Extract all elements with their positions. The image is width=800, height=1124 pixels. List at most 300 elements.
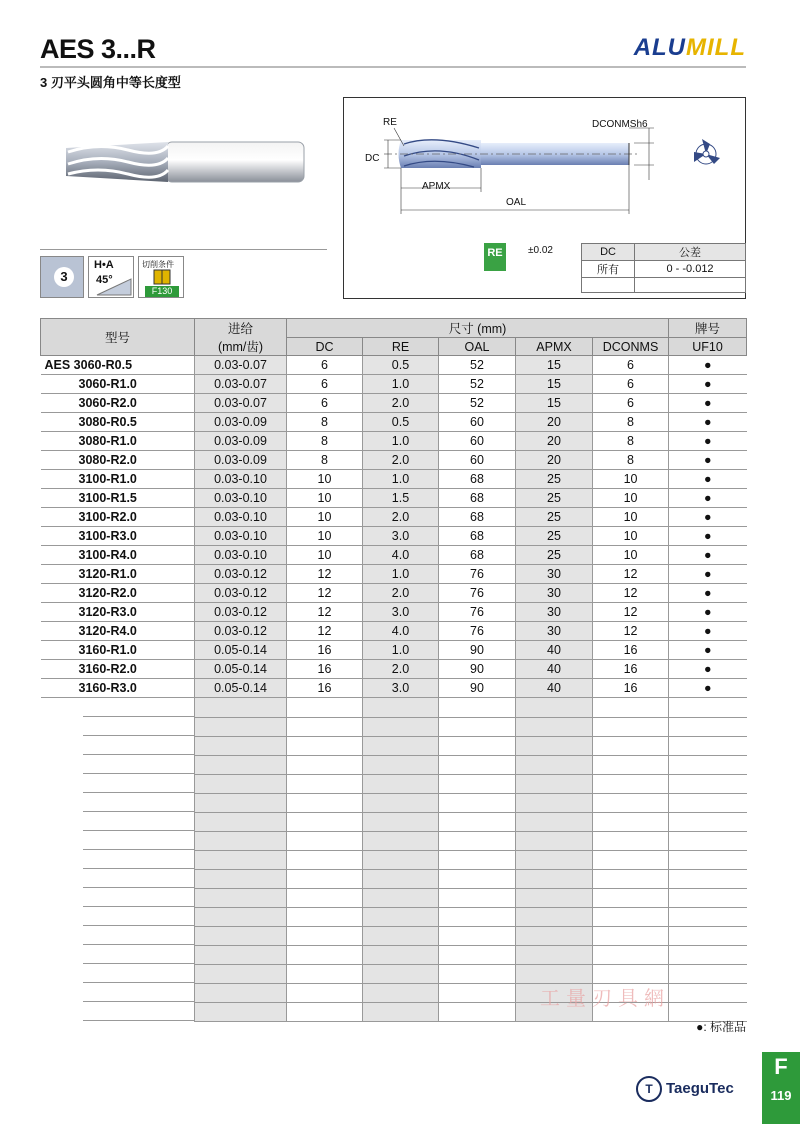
cell-re: 1.0: [363, 641, 439, 660]
company-logo-icon: T: [636, 1076, 662, 1102]
re-tolerance-badge: RE: [484, 243, 506, 271]
empty-cell: [593, 907, 669, 926]
empty-table-row: [41, 755, 747, 774]
empty-cell: [439, 774, 516, 793]
empty-model-cell: [41, 812, 195, 831]
cutting-label: 切削条件: [142, 260, 174, 269]
flute-count-icon: [40, 256, 84, 298]
tol-header-dc: DC: [582, 244, 635, 261]
empty-table-row: [41, 964, 747, 983]
cell-mark: ●: [669, 413, 747, 432]
cell-dconms: 12: [593, 622, 669, 641]
cell-re: 0.5: [363, 356, 439, 375]
cutting-condition-icon: [138, 256, 184, 298]
empty-cell: [439, 926, 516, 945]
empty-table-row: [41, 926, 747, 945]
empty-cell: [669, 869, 747, 888]
cell-apmx: 25: [516, 546, 593, 565]
cell-oal: 76: [439, 584, 516, 603]
cell-mark: ●: [669, 375, 747, 394]
cell-apmx: 30: [516, 565, 593, 584]
empty-cell: [363, 1002, 439, 1021]
label-apmx: APMX: [422, 181, 451, 192]
header-divider: [40, 66, 746, 68]
header-feed: [195, 319, 287, 356]
empty-cell: [516, 717, 593, 736]
cell-dc: 10: [287, 489, 363, 508]
cell-mark: ●: [669, 356, 747, 375]
cell-apmx: 25: [516, 527, 593, 546]
cell-dconms: 8: [593, 413, 669, 432]
empty-cell: [593, 850, 669, 869]
cell-dc: 12: [287, 622, 363, 641]
empty-cell: [195, 755, 287, 774]
empty-cell: [363, 983, 439, 1002]
table-row: [41, 565, 747, 584]
cell-apmx: 40: [516, 641, 593, 660]
empty-cell: [287, 907, 363, 926]
empty-cell: [287, 1002, 363, 1021]
cell-oal: 68: [439, 489, 516, 508]
cell-dconms: 6: [593, 394, 669, 413]
cell-oal: 90: [439, 679, 516, 698]
empty-cell: [195, 964, 287, 983]
empty-cell: [669, 907, 747, 926]
empty-cell: [593, 888, 669, 907]
cell-mark: ●: [669, 584, 747, 603]
cell-apmx: 40: [516, 660, 593, 679]
company-name: TaeguTec: [666, 1079, 734, 1097]
cell-feed: 0.03-0.12: [195, 622, 287, 641]
empty-table-row: [41, 812, 747, 831]
brand-logo: [634, 34, 746, 62]
cell-dconms: 16: [593, 679, 669, 698]
empty-cell: [363, 907, 439, 926]
cell-dconms: 6: [593, 375, 669, 394]
empty-cell: [363, 926, 439, 945]
empty-cell: [287, 850, 363, 869]
table-row: [41, 679, 747, 698]
empty-cell: [516, 964, 593, 983]
empty-cell: [287, 793, 363, 812]
empty-cell: [516, 793, 593, 812]
cell-re: 3.0: [363, 679, 439, 698]
empty-cell: [287, 736, 363, 755]
cell-re: 3.0: [363, 603, 439, 622]
cell-feed: 0.03-0.12: [195, 565, 287, 584]
cell-re: 2.0: [363, 660, 439, 679]
cell-oal: 52: [439, 394, 516, 413]
page-subtitle: 3 刃平头圆角中等长度型: [40, 75, 181, 90]
cell-oal: 68: [439, 470, 516, 489]
empty-cell: [195, 736, 287, 755]
empty-cell: [439, 850, 516, 869]
empty-cell: [287, 983, 363, 1002]
cell-apmx: 25: [516, 470, 593, 489]
cell-apmx: 20: [516, 413, 593, 432]
cell-dc: 12: [287, 584, 363, 603]
cell-dconms: 6: [593, 356, 669, 375]
empty-cell: [363, 736, 439, 755]
empty-cell: [195, 831, 287, 850]
empty-cell: [593, 945, 669, 964]
empty-cell: [195, 1002, 287, 1021]
empty-cell: [195, 793, 287, 812]
end-view-icon: [694, 139, 720, 164]
watermark-text: 工量刃具網: [540, 988, 670, 1010]
cell-feed: 0.03-0.07: [195, 356, 287, 375]
empty-cell: [516, 850, 593, 869]
cell-feed: 0.03-0.10: [195, 546, 287, 565]
table-row: [41, 527, 747, 546]
cell-oal: 60: [439, 413, 516, 432]
table-row: [41, 451, 747, 470]
cell-model: 3080-R0.5: [41, 413, 195, 432]
empty-cell: [439, 736, 516, 755]
cell-dc: 10: [287, 508, 363, 527]
cell-apmx: 25: [516, 489, 593, 508]
empty-cell: [195, 717, 287, 736]
empty-cell: [669, 736, 747, 755]
cell-mark: ●: [669, 679, 747, 698]
table-row: [41, 413, 747, 432]
brand-part-2: MILL: [686, 34, 746, 61]
empty-cell: [516, 774, 593, 793]
empty-table-row: [41, 888, 747, 907]
cell-mark: ●: [669, 565, 747, 584]
cell-model: 3160-R3.0: [41, 679, 195, 698]
cell-mark: ●: [669, 641, 747, 660]
header-feed-label: 进给: [227, 322, 253, 336]
cell-apmx: 20: [516, 432, 593, 451]
cell-dc: 16: [287, 660, 363, 679]
empty-cell: [195, 869, 287, 888]
cell-oal: 52: [439, 375, 516, 394]
empty-cell: [363, 812, 439, 831]
empty-model-cell: [41, 698, 195, 718]
empty-table-row: [41, 945, 747, 964]
empty-cell: [363, 793, 439, 812]
empty-cell: [669, 831, 747, 850]
section-letter: F: [774, 1054, 788, 1079]
cell-model: 3100-R4.0: [41, 546, 195, 565]
empty-cell: [439, 888, 516, 907]
empty-cell: [195, 888, 287, 907]
cell-re: 1.0: [363, 565, 439, 584]
cell-oal: 76: [439, 565, 516, 584]
cell-re: 1.0: [363, 470, 439, 489]
empty-cell: [195, 698, 287, 718]
empty-cell: [287, 831, 363, 850]
cell-dconms: 10: [593, 546, 669, 565]
cell-oal: 68: [439, 527, 516, 546]
empty-cell: [195, 850, 287, 869]
cell-dc: 10: [287, 546, 363, 565]
cell-mark: ●: [669, 489, 747, 508]
cell-oal: 68: [439, 546, 516, 565]
cell-dc: 12: [287, 603, 363, 622]
table-row: [41, 584, 747, 603]
header-apmx: APMX: [516, 338, 593, 356]
cell-oal: 76: [439, 622, 516, 641]
cell-apmx: 30: [516, 622, 593, 641]
product-table: [40, 318, 747, 1022]
cell-feed: 0.03-0.10: [195, 527, 287, 546]
cell-feed: 0.03-0.10: [195, 470, 287, 489]
cell-model: 3100-R3.0: [41, 527, 195, 546]
cell-model: 3160-R1.0: [41, 641, 195, 660]
cell-dc: 8: [287, 413, 363, 432]
empty-cell: [287, 774, 363, 793]
label-re: RE: [383, 117, 397, 128]
empty-cell: [195, 945, 287, 964]
cell-dconms: 10: [593, 508, 669, 527]
empty-cell: [593, 869, 669, 888]
cell-mark: ●: [669, 603, 747, 622]
header-dconms: DCONMS: [593, 338, 669, 356]
table-row: [41, 375, 747, 394]
cell-model: 3160-R2.0: [41, 660, 195, 679]
empty-model-cell: [41, 736, 195, 755]
table-row: [41, 546, 747, 565]
cell-dc: 12: [287, 565, 363, 584]
empty-table-row: [41, 698, 747, 718]
empty-model-cell: [41, 926, 195, 945]
table-row: [41, 603, 747, 622]
cell-feed: 0.03-0.09: [195, 451, 287, 470]
helix-label: H•A: [94, 259, 114, 271]
cell-mark: ●: [669, 508, 747, 527]
empty-cell: [516, 888, 593, 907]
cell-feed: 0.05-0.14: [195, 660, 287, 679]
cell-dconms: 16: [593, 660, 669, 679]
cell-dconms: 10: [593, 489, 669, 508]
empty-cell: [669, 717, 747, 736]
empty-table-row: [41, 774, 747, 793]
empty-cell: [669, 755, 747, 774]
cell-re: 1.0: [363, 432, 439, 451]
cutting-code-badge: F130: [145, 286, 179, 297]
cell-dconms: 8: [593, 451, 669, 470]
empty-cell: [363, 755, 439, 774]
cell-feed: 0.03-0.12: [195, 603, 287, 622]
cell-apmx: 25: [516, 508, 593, 527]
page-number: 119: [770, 1088, 792, 1103]
cell-dc: 16: [287, 641, 363, 660]
empty-table-row: [41, 831, 747, 850]
cell-dc: 16: [287, 679, 363, 698]
cell-oal: 90: [439, 641, 516, 660]
section-page-tab: [762, 1052, 800, 1124]
label-oal: OAL: [506, 197, 527, 208]
cell-mark: ●: [669, 470, 747, 489]
cell-re: 1.0: [363, 375, 439, 394]
tol-cell: [635, 278, 746, 293]
empty-cell: [439, 831, 516, 850]
cell-oal: 60: [439, 451, 516, 470]
empty-cell: [516, 869, 593, 888]
cell-model: 3120-R3.0: [41, 603, 195, 622]
empty-cell: [287, 926, 363, 945]
cell-mark: ●: [669, 451, 747, 470]
cell-re: 2.0: [363, 451, 439, 470]
empty-model-cell: [41, 869, 195, 888]
company-logo: [636, 1076, 734, 1102]
cell-dconms: 10: [593, 470, 669, 489]
cell-model: 3120-R1.0: [41, 565, 195, 584]
label-dconms: DCONMSh6: [592, 119, 648, 130]
empty-cell: [439, 945, 516, 964]
cell-model: 3120-R4.0: [41, 622, 195, 641]
empty-cell: [669, 793, 747, 812]
brand-part-1: ALU: [633, 34, 687, 61]
empty-cell: [287, 698, 363, 718]
empty-cell: [516, 755, 593, 774]
empty-cell: [439, 983, 516, 1002]
empty-cell: [439, 793, 516, 812]
empty-cell: [287, 755, 363, 774]
empty-cell: [195, 983, 287, 1002]
cell-feed: 0.03-0.09: [195, 432, 287, 451]
cell-feed: 0.03-0.12: [195, 584, 287, 603]
empty-cell: [287, 812, 363, 831]
cell-re: 2.0: [363, 394, 439, 413]
empty-model-cell: [41, 793, 195, 812]
empty-cell: [669, 774, 747, 793]
cell-model: 3080-R1.0: [41, 432, 195, 451]
cell-apmx: 30: [516, 603, 593, 622]
empty-cell: [363, 831, 439, 850]
empty-cell: [669, 983, 747, 1002]
cell-mark: ●: [669, 394, 747, 413]
cell-feed: 0.05-0.14: [195, 641, 287, 660]
cell-dconms: 8: [593, 432, 669, 451]
table-row: [41, 660, 747, 679]
cell-model: 3060-R1.0: [41, 375, 195, 394]
empty-model-cell: [41, 1002, 195, 1021]
cell-oal: 60: [439, 432, 516, 451]
header-grade: 牌号: [669, 319, 747, 338]
empty-model-cell: [41, 964, 195, 983]
empty-cell: [439, 1002, 516, 1021]
cell-dc: 8: [287, 451, 363, 470]
empty-cell: [516, 926, 593, 945]
legend-note: ●: 标准品: [696, 1020, 746, 1034]
header-model: 型号: [41, 319, 195, 356]
table-row: [41, 489, 747, 508]
cell-re: 3.0: [363, 527, 439, 546]
cell-apmx: 20: [516, 451, 593, 470]
cell-apmx: 30: [516, 584, 593, 603]
cell-oal: 68: [439, 508, 516, 527]
cell-re: 4.0: [363, 622, 439, 641]
cell-feed: 0.03-0.07: [195, 394, 287, 413]
empty-table-row: [41, 717, 747, 736]
cell-dc: 6: [287, 394, 363, 413]
empty-cell: [516, 907, 593, 926]
empty-model-cell: [41, 831, 195, 850]
empty-cell: [593, 774, 669, 793]
cell-apmx: 15: [516, 394, 593, 413]
empty-cell: [593, 793, 669, 812]
empty-cell: [669, 964, 747, 983]
empty-table-row: [41, 793, 747, 812]
cell-oal: 52: [439, 356, 516, 375]
empty-cell: [516, 831, 593, 850]
empty-cell: [439, 812, 516, 831]
cell-feed: 0.03-0.09: [195, 413, 287, 432]
cell-dconms: 16: [593, 641, 669, 660]
table-row: [41, 508, 747, 527]
empty-model-cell: [41, 755, 195, 774]
empty-model-cell: [41, 888, 195, 907]
empty-cell: [287, 717, 363, 736]
cell-feed: 0.05-0.14: [195, 679, 287, 698]
cell-mark: ●: [669, 432, 747, 451]
empty-cell: [669, 926, 747, 945]
cell-oal: 90: [439, 660, 516, 679]
cell-dconms: 12: [593, 584, 669, 603]
empty-cell: [669, 812, 747, 831]
dc-tolerance-table: [581, 243, 746, 293]
re-tolerance-value: ±0.02: [528, 245, 553, 256]
cell-model: 3080-R2.0: [41, 451, 195, 470]
cell-mark: ●: [669, 527, 747, 546]
flute-count-label: 3: [54, 267, 74, 287]
table-row: [41, 470, 747, 489]
empty-table-row: [41, 907, 747, 926]
empty-cell: [516, 945, 593, 964]
empty-cell: [195, 907, 287, 926]
tol-cell: 所有: [582, 261, 635, 278]
cell-dconms: 12: [593, 565, 669, 584]
cell-oal: 76: [439, 603, 516, 622]
empty-model-cell: [41, 945, 195, 964]
book-icon: [153, 269, 171, 285]
cell-feed: 0.03-0.10: [195, 508, 287, 527]
tol-cell: 0 - -0.012: [635, 261, 746, 278]
cell-apmx: 40: [516, 679, 593, 698]
label-dc: DC: [365, 153, 380, 164]
empty-cell: [287, 964, 363, 983]
empty-cell: [287, 945, 363, 964]
empty-cell: [669, 850, 747, 869]
cell-dc: 6: [287, 356, 363, 375]
empty-cell: [363, 964, 439, 983]
empty-cell: [593, 926, 669, 945]
page-title: AES 3...R: [40, 34, 156, 64]
cell-feed: 0.03-0.07: [195, 375, 287, 394]
empty-cell: [287, 869, 363, 888]
empty-cell: [593, 698, 669, 718]
empty-cell: [439, 755, 516, 774]
cell-dc: 6: [287, 375, 363, 394]
empty-cell: [287, 888, 363, 907]
empty-cell: [593, 755, 669, 774]
empty-cell: [195, 774, 287, 793]
cell-re: 0.5: [363, 413, 439, 432]
empty-cell: [363, 717, 439, 736]
helix-angle-value: 45°: [96, 274, 113, 286]
empty-cell: [593, 736, 669, 755]
cell-re: 1.5: [363, 489, 439, 508]
empty-model-cell: [41, 774, 195, 793]
empty-cell: [363, 945, 439, 964]
empty-table-row: [41, 850, 747, 869]
empty-cell: [439, 698, 516, 718]
icon-divider: [40, 249, 327, 250]
table-row: [41, 622, 747, 641]
